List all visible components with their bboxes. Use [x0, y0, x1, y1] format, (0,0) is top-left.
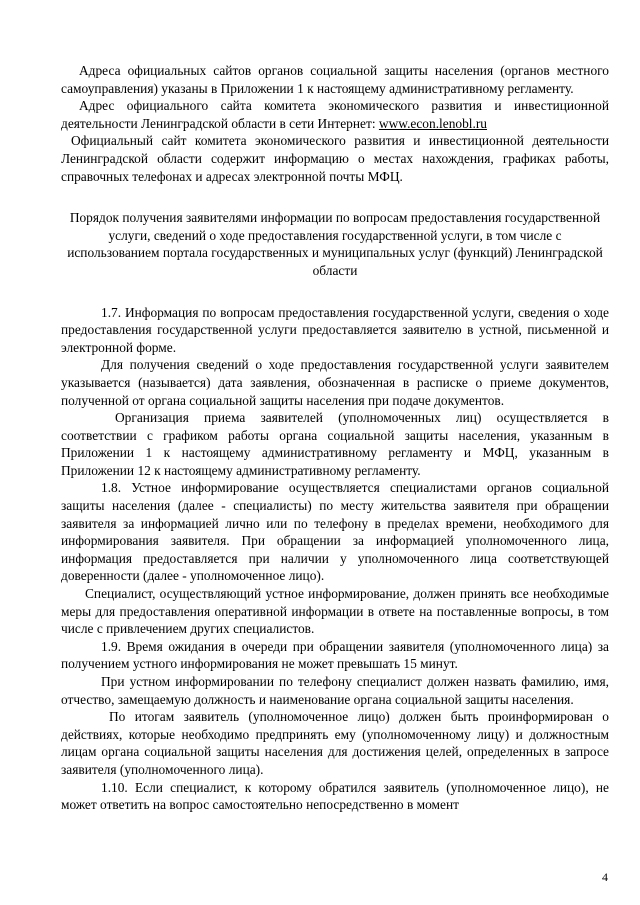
paragraph-1-8: 1.8. Устное информирование осуществляется специалистами органов социальной защиты населения (далее - специалисты) по месту жительства заявителя при обращении заявителя за информацией лично или по телефону в пределах времени, необходимого для информирования заявителя. При обращении за информацией уполномоченного лица, информация предоставляется при наличии у уполномоченного лица соответствующей доверенности (далее - уполномоченное лицо).: [61, 480, 609, 584]
paragraph-committee-site-content: Официальный сайт комитета экономического развития и инвестиционной деятельности Ленинградской области содержит информацию о местах нахождения, графиках работы, справочных телефонах и адресах электронной почты МФЦ.: [61, 133, 609, 184]
committee-site-text: Адрес официального сайта комитета экономического развития и инвестиционной деятельности Ленинградской области в сети Интернет:: [61, 98, 609, 131]
page-content: [61, 62, 609, 814]
page-number: 4: [602, 870, 608, 884]
paragraph-dates: Для получения сведений о ходе предоставления государственной услуги заявителем указывается (называется) дата заявления, обозначенная в расписке о приеме документов, полученной от органа социальной защиты населения при подаче документов.: [61, 357, 609, 408]
paragraph-1-10: 1.10. Если специалист, к которому обратился заявитель (уполномоченное лицо), не может ответить на вопрос самостоятельно непосредственно в момент: [61, 779, 609, 813]
paragraph-committee-site: [61, 97, 609, 132]
section-heading: Порядок получения заявителями информации по вопросам предоставления государственной услуги, сведений о ходе предоставления государственной услуги, в том числе с использованием портала государственных и муниципальных услуг (функций) Ленинградской области: [67, 210, 603, 278]
paragraph-organization: Организация приема заявителей (уполномоченных лиц) осуществляется в соответствии с графиком работы органа социальной защиты населения, указанным в Приложении 1 к настоящему административному регламенту и МФЦ, указанным в Приложении 12 к настоящему административному регламенту.: [61, 410, 609, 478]
paragraph-result: По итогам заявитель (уполномоченное лицо) должен быть проинформирован о действиях, которые необходимо предпринять ему (уполномоченному лицу) и должностным лицам органа социальной защиты населения для достижения целей, определенных в запросе заявителя (уполномоченного лица).: [61, 709, 609, 777]
paragraph-phone: При устном информировании по телефону специалист должен назвать фамилию, имя, отчество, замещаемую должность и наименование органа социальной защиты населения.: [61, 674, 609, 707]
paragraph-sites-addresses: Адреса официальных сайтов органов социальной защиты населения (органов местного самоуправления) указаны в Приложении 1 к настоящему административному регламенту.: [61, 63, 609, 96]
committee-site-link[interactable]: www.econ.lenobl.ru: [378, 115, 488, 131]
paragraph-1-9: 1.9. Время ожидания в очереди при обращении заявителя (уполномоченного лица) за получением устного информирования не может превышать 15 минут.: [61, 638, 609, 672]
paragraph-1-7: 1.7. Информация по вопросам предоставления государственной услуги, сведения о ходе предоставления государственной услуги предоставляется заявителю в устной, письменной и электронной форме.: [61, 304, 609, 355]
paragraph-specialist: Специалист, осуществляющий устное информирование, должен принять все необходимые меры для предоставления оперативной информации в ответе на поставленные вопросы, в том числе с привлечением других специалистов.: [61, 586, 609, 637]
